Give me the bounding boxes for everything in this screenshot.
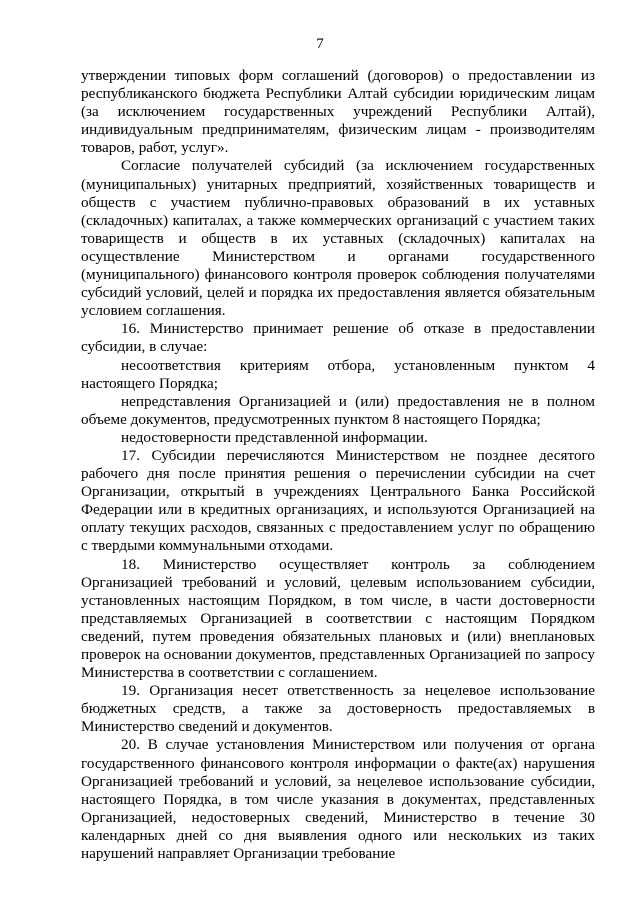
document-body: [81, 67, 595, 863]
paragraph-17: 17. Субсидии перечисляются Министерством не позднее десятого рабочего дня после принятия решения о перечислении субсидии на счет Организации, открытый в учреждениях Центрального Банка Российской Федерации или в кредитных организациях, и используются Организацией на оплату текущих расходов, связанных с предоставлением услуг по обращению с твердыми коммунальными отходами.: [81, 446, 595, 555]
paragraph-16-item-1: несоответствия критериям отбора, установленным пунктом 4 настоящего Порядка;: [81, 356, 595, 392]
paragraph-16: 16. Министерство принимает решение об отказе в предоставлении субсидии, в случае:: [81, 320, 595, 356]
paragraph-16-item-2: непредставления Организацией и (или) предоставления не в полном объеме документов, предусмотренных пунктом 8 настоящего Порядка;: [81, 392, 595, 428]
paragraph-19: 19. Организация несет ответственность за нецелевое использование бюджетных средств, а также за достоверность предоставляемых в Министерство сведений и документов.: [81, 682, 595, 736]
page-number: 7: [316, 36, 324, 52]
paragraph-continuation: утверждении типовых форм соглашений (договоров) о предоставлении из республиканского бюджета Республики Алтай субсидии юридическим лицам (за исключением государственных учреждений Республики Алтай), индивидуальным предпринимателям, физическим лицам - производителям товаров, работ, услуг».: [81, 67, 595, 157]
paragraph-20: 20. В случае установления Министерством или получения от органа государственного финансового контроля информации о факте(ах) нарушения Организацией требований и условий, за нецелевое использование субсидии, настоящего Порядка, в том числе указания в документах, представленных Организацией, недостоверных сведений, Министерство в течение 30 календарных дней со дня выявления одного или нескольких из таких нарушений направляет Организации требование: [81, 736, 595, 863]
paragraph-18: 18. Министерство осуществляет контроль за соблюдением Организацией требований и условий, целевым использованием субсидии, установленных настоящим Порядком, в том числе, в части достоверности представляемых Организацией в соответствии с настоящим Порядком сведений, путем проведения обязательных плановых и (или) внеплановых проверок на основании документов, представленных Организацией по запросу Министерства в соответствии с соглашением.: [81, 555, 595, 682]
paragraph-16-item-3: недостоверности представленной информации.: [121, 428, 428, 446]
paragraph-consent: Согласие получателей субсидий (за исключением государственных (муниципальных) унитарных предприятий, хозяйственных товариществ и обществ с участием публично-правовых образований в их уставных (складочных) капиталах, а также коммерческих организаций с участием таких товариществ и обществ в их уставных (складочных) капиталах на осуществление Министерством и органами государственного (муниципального) финансового контроля проверок соблюдения получателями субсидий условий, целей и порядка их предоставления является обязательным условием соглашения.: [81, 157, 595, 320]
